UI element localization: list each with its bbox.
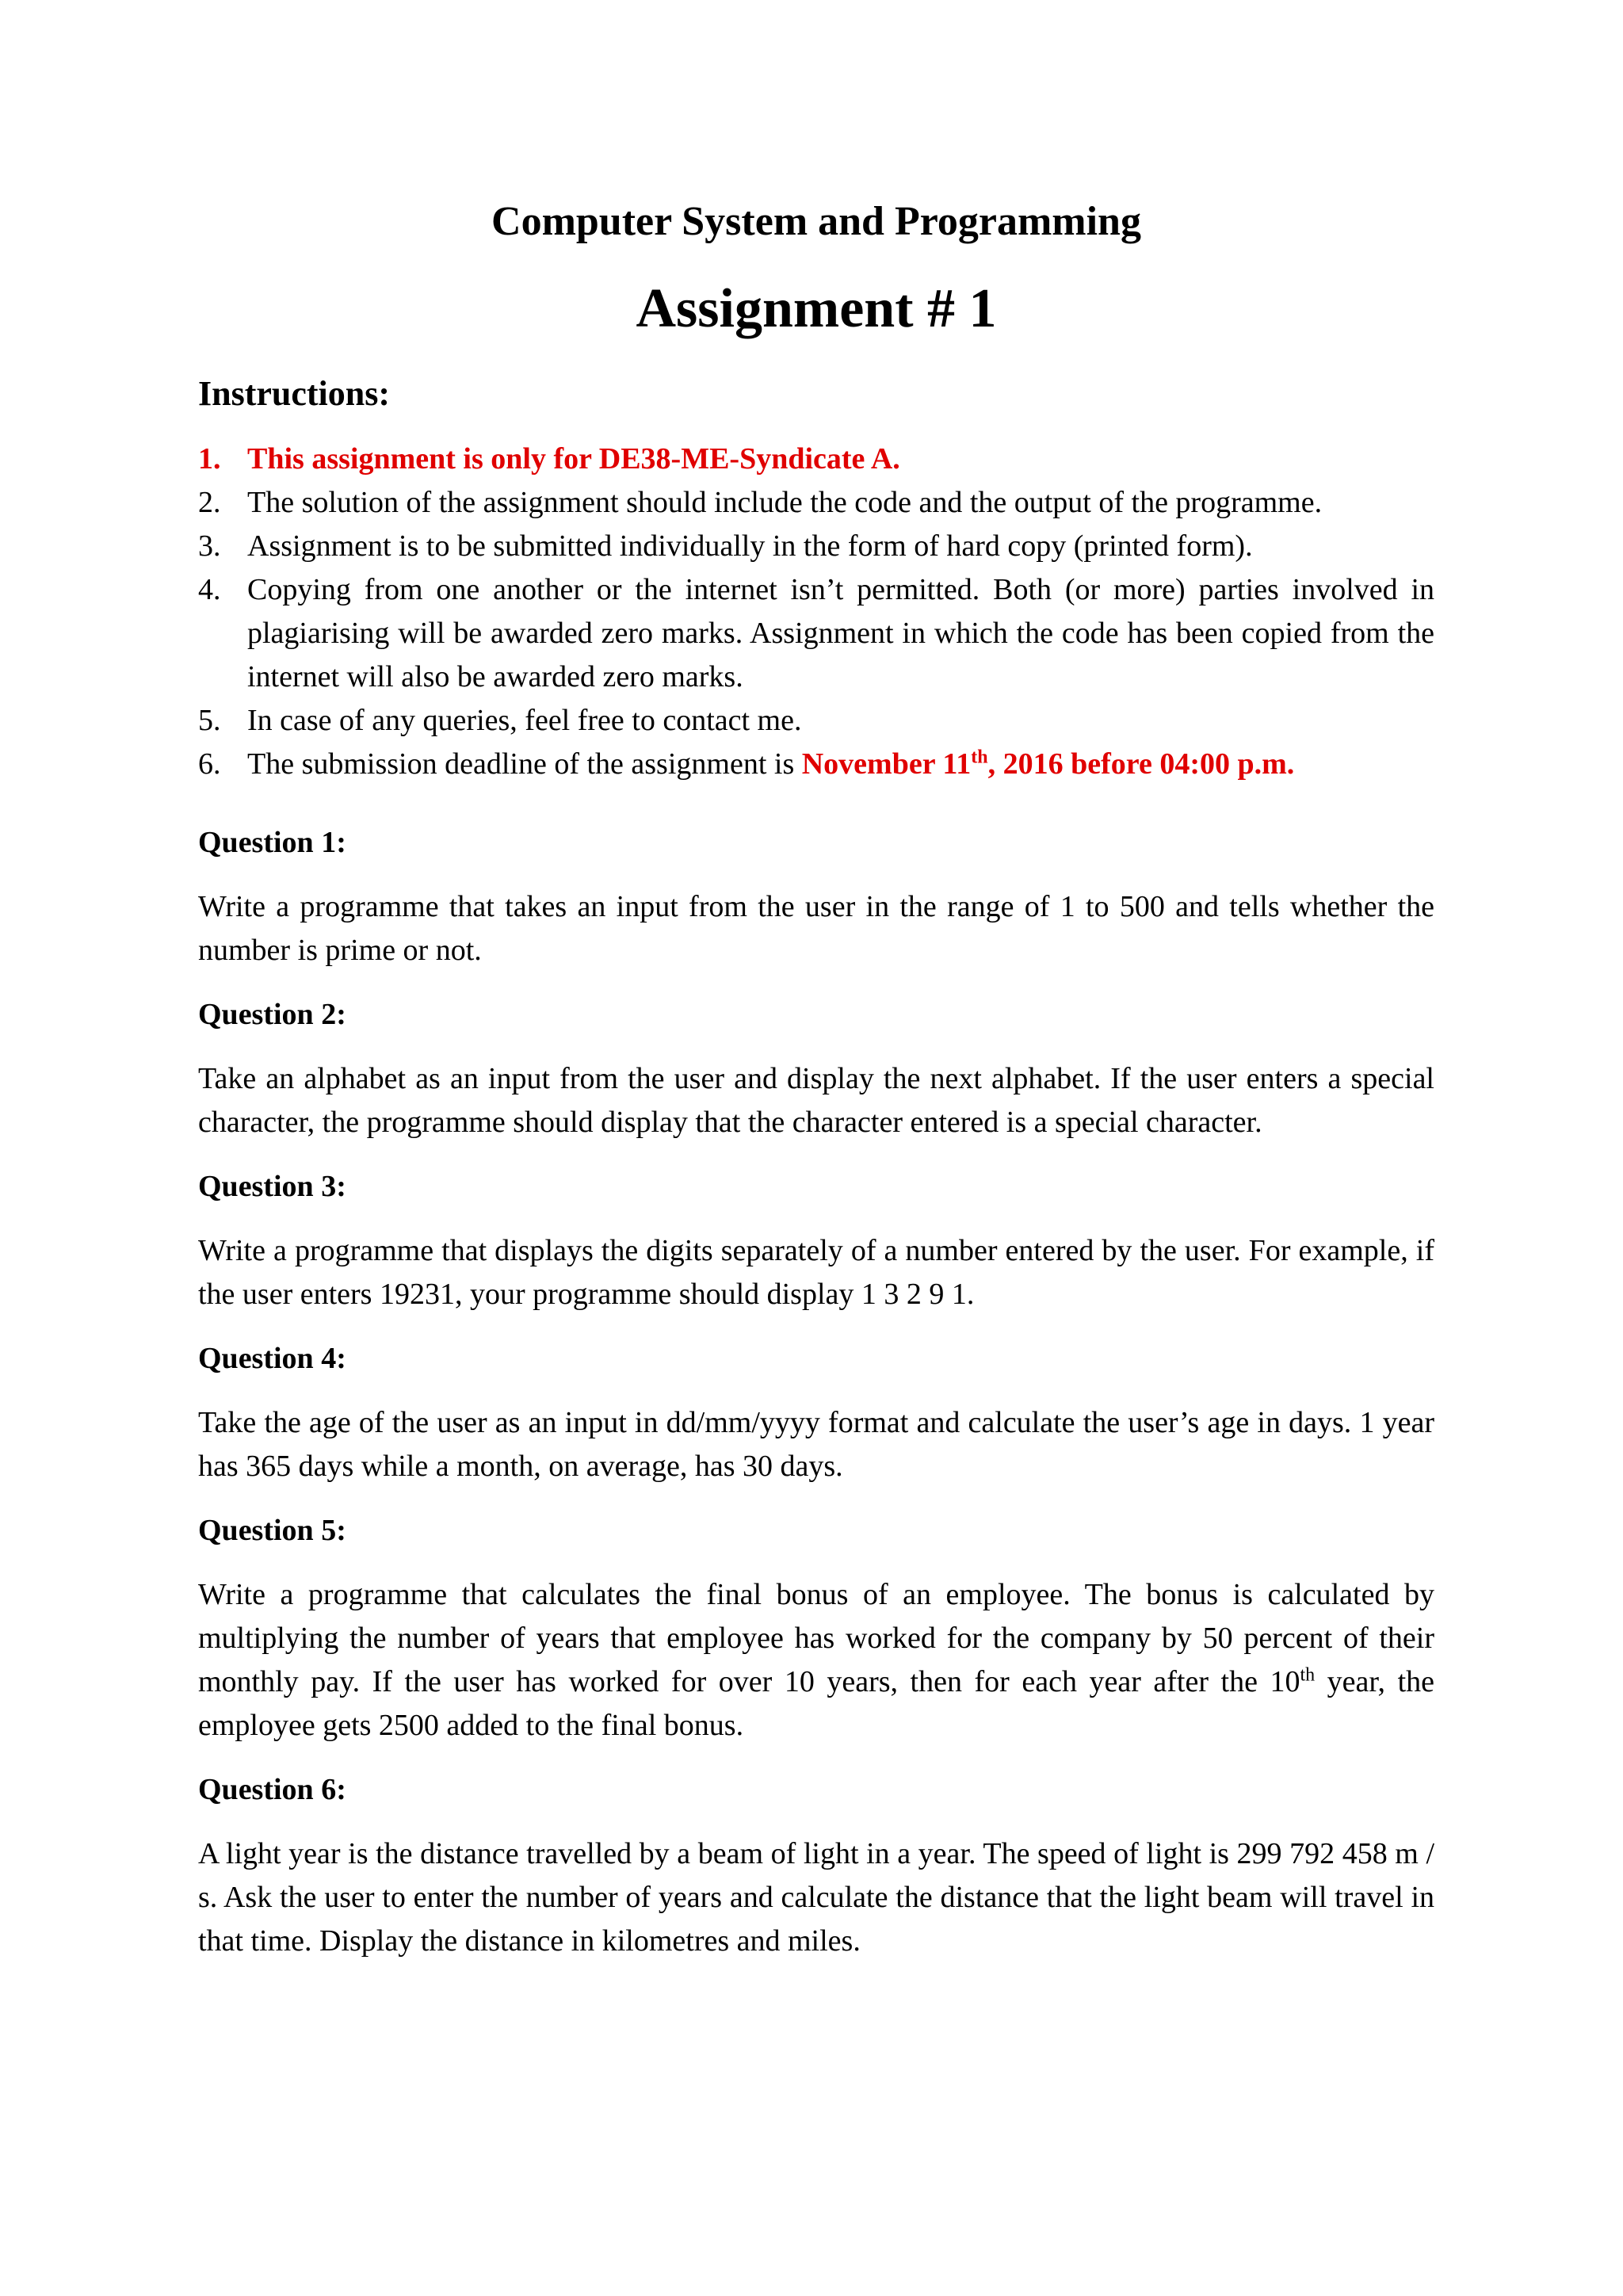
question-2: [198, 993, 1434, 1144]
instruction-number: 6.: [198, 747, 221, 781]
instruction-text: Copying from one another or the internet isn’t permitted. Both (or more) parties involved in plagiarising will be awarded zero marks. Assignment in which the code has been copied from the internet will also be awarded zero marks.: [247, 573, 1434, 693]
instruction-text: This assignment is only for DE38-ME-Syndicate A.: [247, 442, 900, 476]
question-text: Take the age of the user as an input in dd/mm/yyyy format and calculate the user’s age in days. 1 year has 365 days while a month, on average, has 30 days.: [198, 1406, 1434, 1483]
question-text-part: year, the employee gets 2500 added to the final bonus.: [198, 1665, 1434, 1742]
page-content: [198, 190, 1434, 1984]
instruction-text: The solution of the assignment should include the code and the output of the programme.: [247, 486, 1323, 519]
instruction-item-1: [198, 437, 1434, 481]
instruction-item-5: [198, 699, 1434, 743]
instruction-item-6: [198, 743, 1434, 786]
question-6: [198, 1768, 1434, 1963]
instruction-number: 1.: [198, 442, 221, 476]
deadline-ordinal-suffix: th: [971, 747, 988, 768]
instructions-heading: Instructions:: [198, 374, 391, 413]
instructions-list: [198, 437, 1434, 786]
instruction-item-3: [198, 525, 1434, 568]
instruction-number: 2.: [198, 486, 221, 519]
question-text: Write a programme that takes an input from the user in the range of 1 to 500 and tells whether the number is prime or not.: [198, 890, 1434, 967]
instruction-number: 4.: [198, 573, 221, 606]
question-heading: Question 4:: [198, 1342, 346, 1375]
question-heading: Question 3:: [198, 1170, 346, 1203]
question-4: [198, 1337, 1434, 1488]
question-text: A light year is the distance travelled by a beam of light in a year. The speed of light is 299 792 458 m / s. Ask the user to enter the number of years and calculate the distance that the light beam will travel in that time. Display the distance in kilometres and miles.: [198, 1837, 1434, 1958]
question-heading: Question 6:: [198, 1773, 346, 1806]
question-text: Write a programme that displays the digits separately of a number entered by the user. For example, if the user enters 19231, your programme should display 1 3 2 9 1.: [198, 1234, 1434, 1311]
instruction-text: In case of any queries, feel free to contact me.: [247, 704, 802, 737]
question-text: Take an alphabet as an input from the user and display the next alphabet. If the user enters a special character, the programme should display that the character entered is a special character.: [198, 1062, 1434, 1139]
question-1: [198, 821, 1434, 972]
ordinal-suffix: th: [1300, 1664, 1316, 1686]
question-text-part: Write a programme that calculates the final bonus of an employee. The bonus is calculated by multiplying the number of years that employee has worked for the company by 50 percent of their monthly pay. If the user has worked for over 10 years, then for each year after the 10: [198, 1578, 1434, 1698]
instruction-text: Assignment is to be submitted individually in the form of hard copy (printed form).: [247, 529, 1253, 563]
course-title: Computer System and Programming: [491, 199, 1141, 244]
instruction-text: The submission deadline of the assignment is: [247, 747, 802, 781]
instruction-item-2: [198, 481, 1434, 525]
instruction-number: 5.: [198, 704, 221, 737]
question-heading: Question 2:: [198, 998, 346, 1031]
question-3: [198, 1165, 1434, 1316]
question-heading: Question 5:: [198, 1514, 346, 1547]
instruction-number: 3.: [198, 529, 221, 563]
instruction-item-4: [198, 568, 1434, 699]
deadline-time: , 2016 before 04:00 p.m.: [987, 747, 1295, 781]
question-text: [198, 1573, 1434, 1748]
deadline-date: November 11: [801, 747, 972, 781]
assignment-title: Assignment # 1: [636, 278, 997, 339]
question-5: [198, 1509, 1434, 1748]
question-heading: Question 1:: [198, 826, 346, 859]
